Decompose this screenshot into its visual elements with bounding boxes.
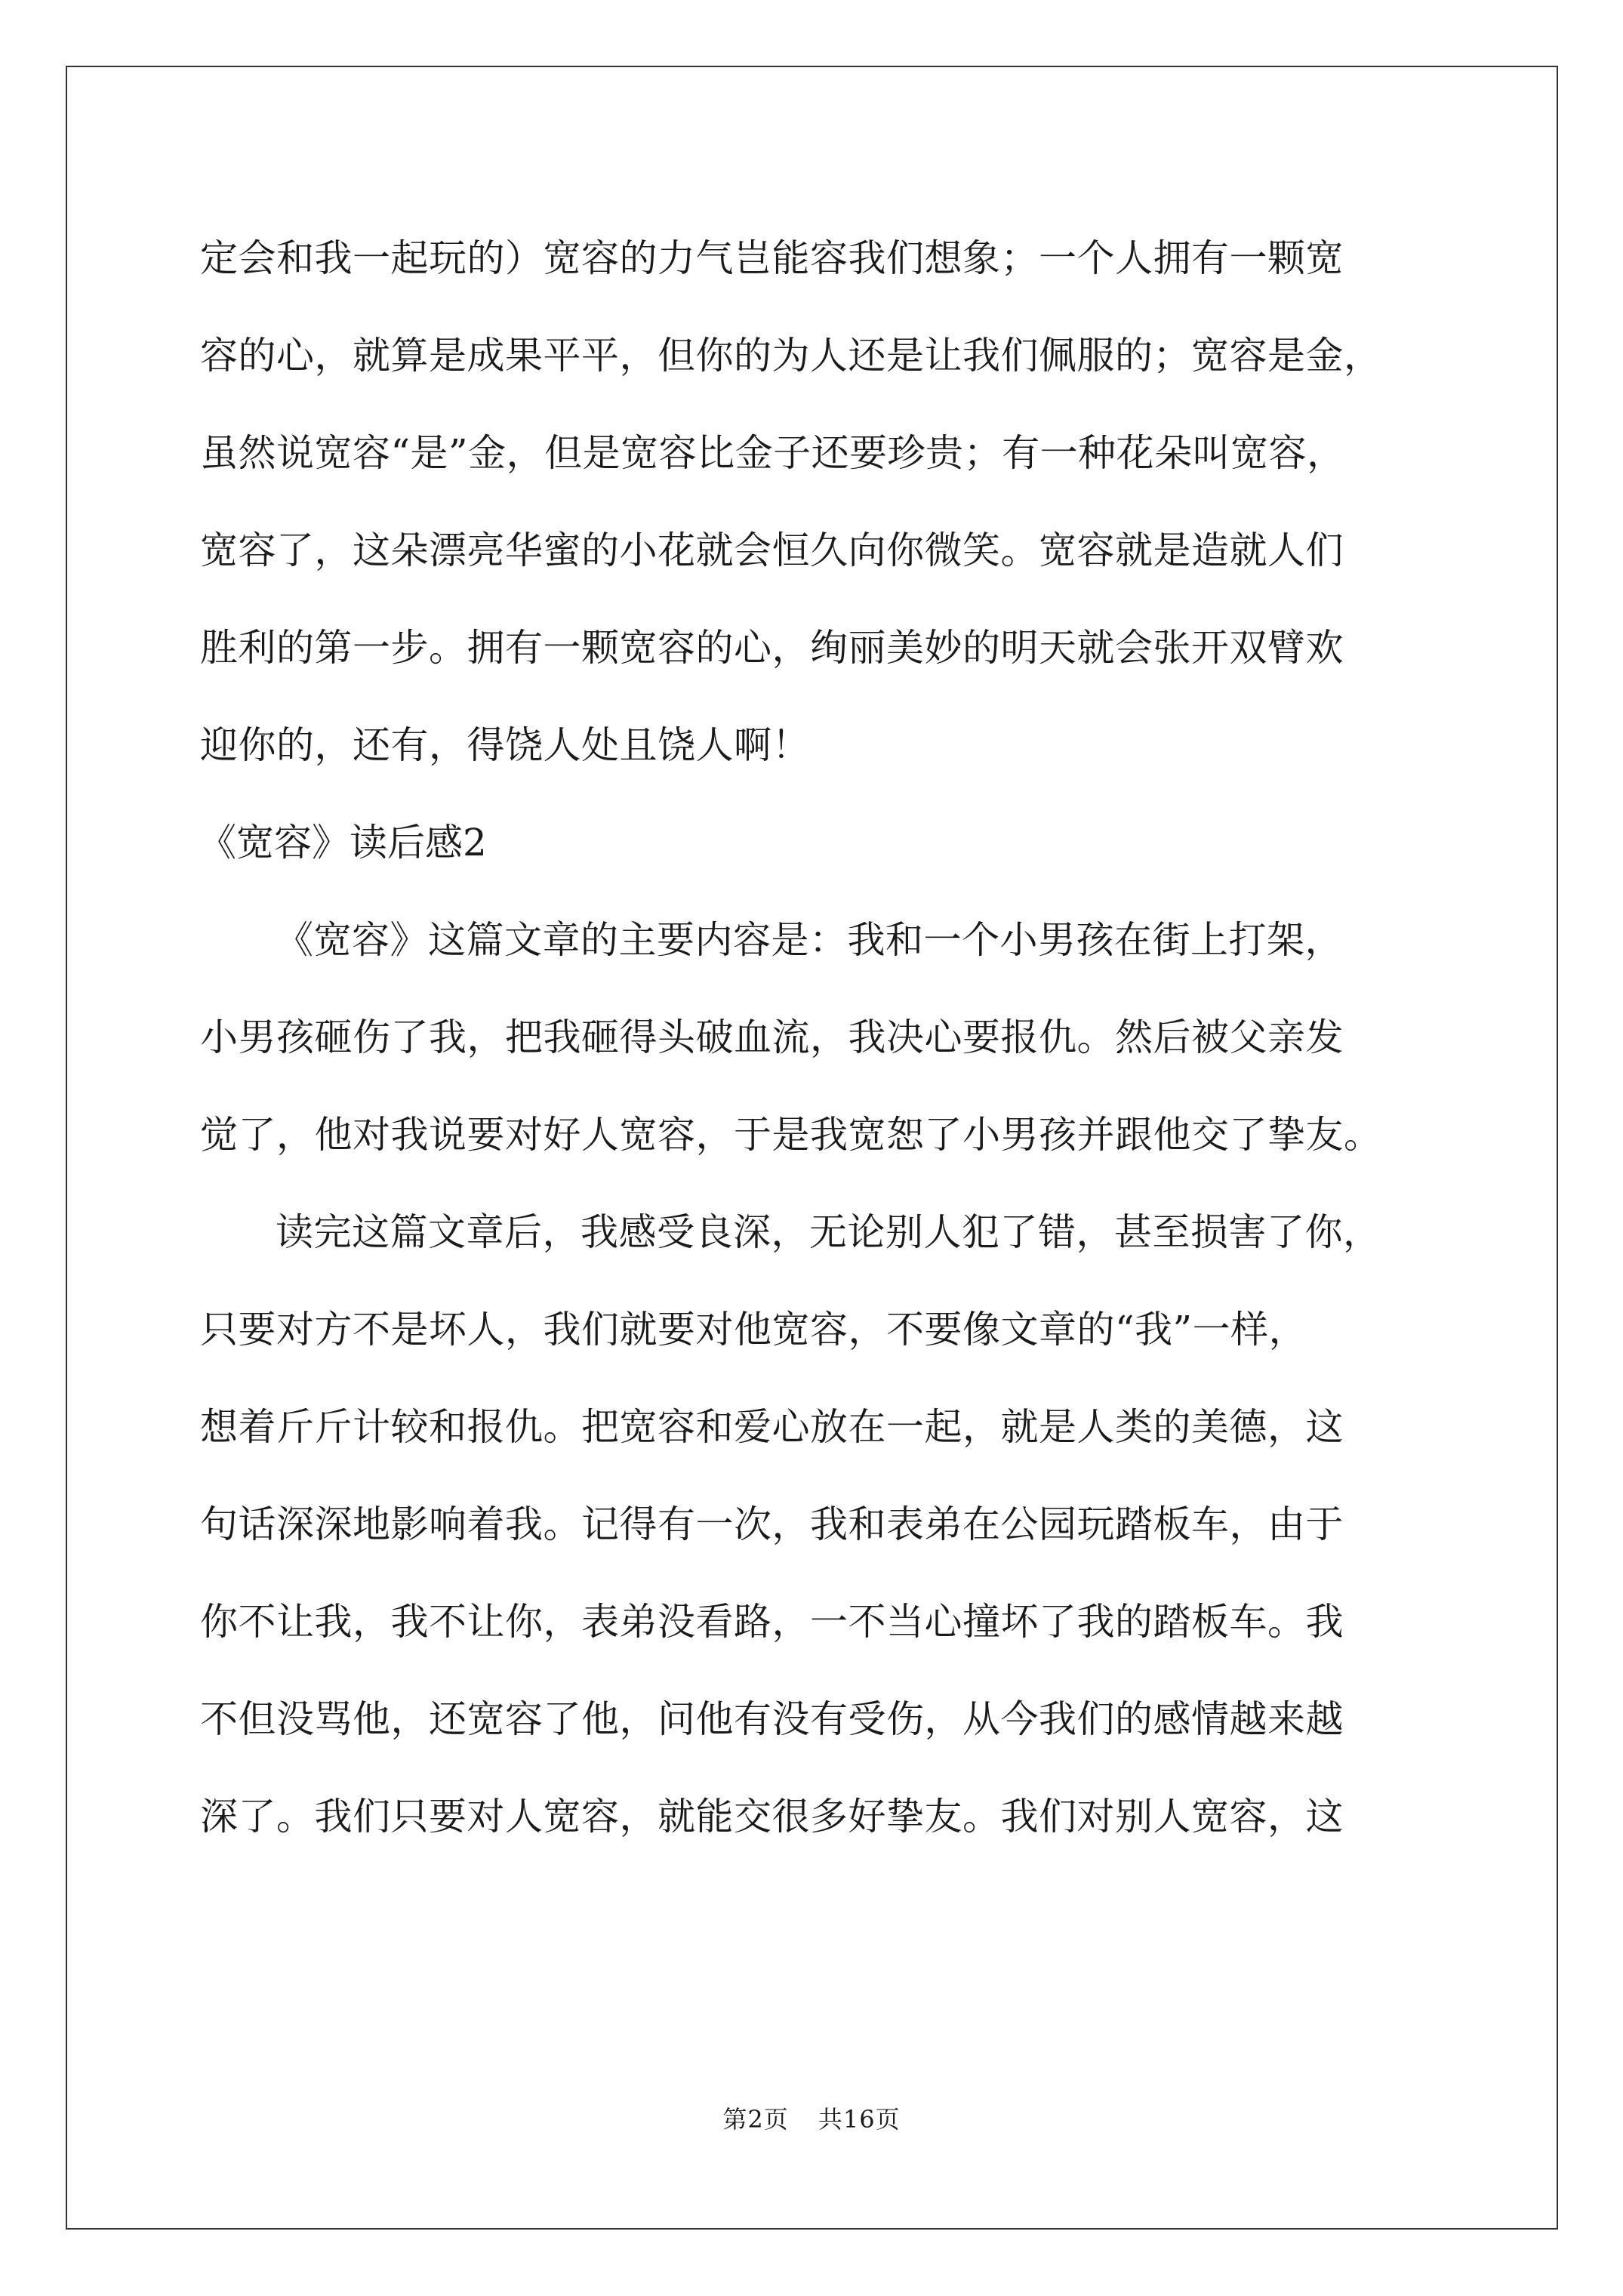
text-line: 《宽容》这篇文章的主要内容是：我和一个小男孩在街上打架，: [276, 918, 1343, 962]
section-heading: 《宽容》读后感2: [199, 821, 487, 864]
text-line: 虽然说宽容“是”金，但是宽容比金子还要珍贵；有一种花朵叫宽容，: [200, 431, 1345, 475]
text-line: 你不让我，我不让你，表弟没看路，一不当心撞坏了我的踏板车。我: [200, 1600, 1344, 1644]
text-line: 想着斤斤计较和报仇。把宽容和爱心放在一起，就是人类的美德，这: [200, 1405, 1344, 1449]
page-number: 第2页: [722, 2105, 789, 2134]
text-line: 读完这篇文章后，我感受良深，无论别人犯了错，甚至损害了你，: [276, 1210, 1381, 1254]
text-line: 容的心，就算是成果平平，但你的为人还是让我们佩服的；宽容是金，: [200, 334, 1382, 378]
text-line: 宽容了，这朵漂亮华蜜的小花就会恒久向你微笑。宽容就是造就人们: [200, 529, 1344, 572]
text-line: 觉了，他对我说要对好人宽容，于是我宽恕了小男孩并跟他交了挚友。: [200, 1113, 1382, 1157]
text-line: 小男孩砸伤了我，把我砸得头破血流，我决心要报仇。然后被父亲发: [200, 1015, 1344, 1059]
paragraph-2: [200, 892, 1438, 1184]
paragraph-3: [200, 1184, 1438, 1866]
text-line: 定会和我一起玩的）宽容的力气岂能容我们想象；一个人拥有一颗宽: [200, 236, 1344, 280]
page-footer: [0, 2100, 1623, 2135]
text-line: 深了。我们只要对人宽容，就能交很多好挚友。我们对别人宽容，这: [200, 1795, 1344, 1838]
text-line: 不但没骂他，还宽容了他，问他有没有受伤，从今我们的感情越来越: [200, 1697, 1344, 1741]
paragraph-1: [200, 210, 1438, 794]
text-line: 胜利的第一步。拥有一颗宽容的心，绚丽美妙的明天就会张开双臂欢: [200, 626, 1344, 670]
text-line: 迎你的，还有，得饶人处且饶人啊！: [200, 723, 810, 767]
document-body: [200, 210, 1438, 1866]
text-line: 句话深深地影响着我。记得有一次，我和表弟在公园玩踏板车，由于: [200, 1502, 1344, 1546]
text-line: 只要对方不是坏人，我们就要对他宽容，不要像文章的“我”一样，: [200, 1308, 1307, 1351]
page-total: 共16页: [818, 2105, 901, 2134]
